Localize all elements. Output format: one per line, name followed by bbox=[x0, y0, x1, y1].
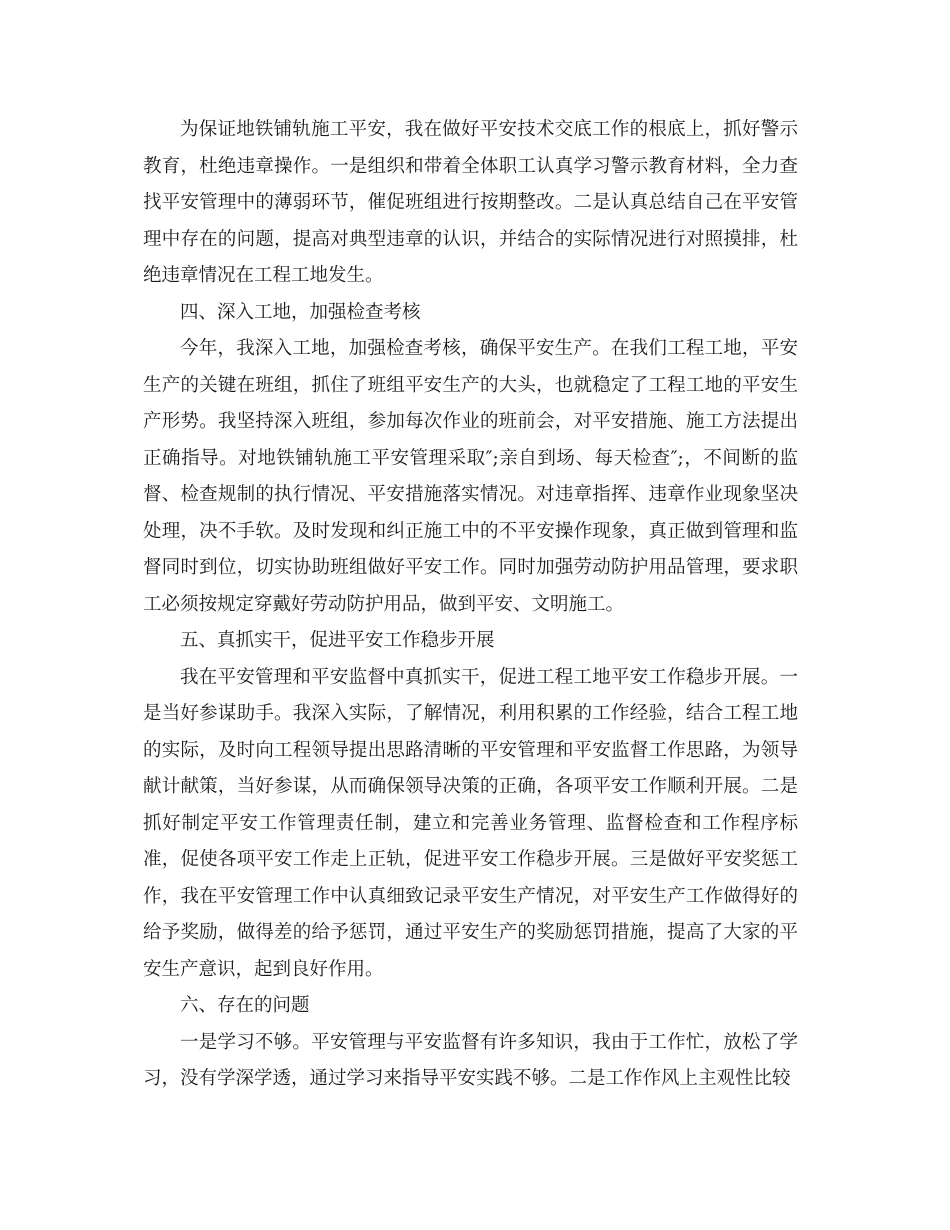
section-heading-6: 六、存在的问题 bbox=[180, 995, 310, 1016]
paragraph-site-inspection: 今年，我深入工地，加强检查考核，确保平安生产。在我们工程工地，平安生产的关键在班组，抓住了班组平安生产的大头，也就稳定了工程工地的平安生产形势。我坚持深入班组，参加每次作业的班前会，对平安措施、施工方法提出正确指导。对地铁铺轨施工平安管理采取″;亲自到场、每天检查″;，不间断的监督、检查规制的执行情况、平安措施落实情况。对违章指挥、违章作业现象坚决处理，决不手软。及时发现和纠正施工中的不平安操作现象，真正做到管理和监督同时到位，切实协助班组做好平安工作。同时加强劳动防护用品管理，要求职工必须按规定穿戴好劳动防护用品，做到平安、文明施工。 bbox=[143, 338, 798, 615]
paragraph-practical-work: 我在平安管理和平安监督中真抓实干，促进工程工地平安工作稳步开展。一是当好参谋助手。我深入实际，了解情况，利用积累的工作经验，结合工程工地的实际，及时向工程领导提出思路清晰的平安管理和平安监督工作思路，为领导献计献策，当好参谋，从而确保领导决策的正确，各项平安工作顺利开展。二是抓好制定平安工作管理责任制，建立和完善业务管理、监督检查和工作程序标准，促使各项平安工作走上正轨，促进平安工作稳步开展。三是做好平安奖惩工作，我在平安管理工作中认真细致记录平安生产情况，对平安生产工作做得好的给予奖励，做得差的给予惩罚，通过平安生产的奖励惩罚措施，提高了大家的平安生产意识，起到良好作用。 bbox=[143, 666, 798, 980]
paragraph-existing-problems: 一是学习不够。平安管理与平安监督有许多知识，我由于工作忙，放松了学习，没有学深学透，通过学习来指导平安实践不够。二是工作作风上主观性比较 bbox=[143, 1031, 798, 1089]
paragraph-warning-education: 为保证地铁铺轨施工平安，我在做好平安技术交底工作的根底上，抓好警示教育，杜绝违章操作。一是组织和带着全体职工认真学习警示教育材料，全力查找平安管理中的薄弱环节，催促班组进行按期整改。二是认真总结自己在平安管理中存在的问题，提高对典型违章的认识，并结合的实际情况进行对照摸排，杜绝违章情况在工程工地发生。 bbox=[143, 119, 798, 286]
section-heading-5: 五、真抓实干，促进平安工作稳步开展 bbox=[180, 630, 495, 651]
section-heading-4: 四、深入工地，加强检查考核 bbox=[180, 301, 421, 323]
document-body bbox=[143, 112, 798, 1098]
